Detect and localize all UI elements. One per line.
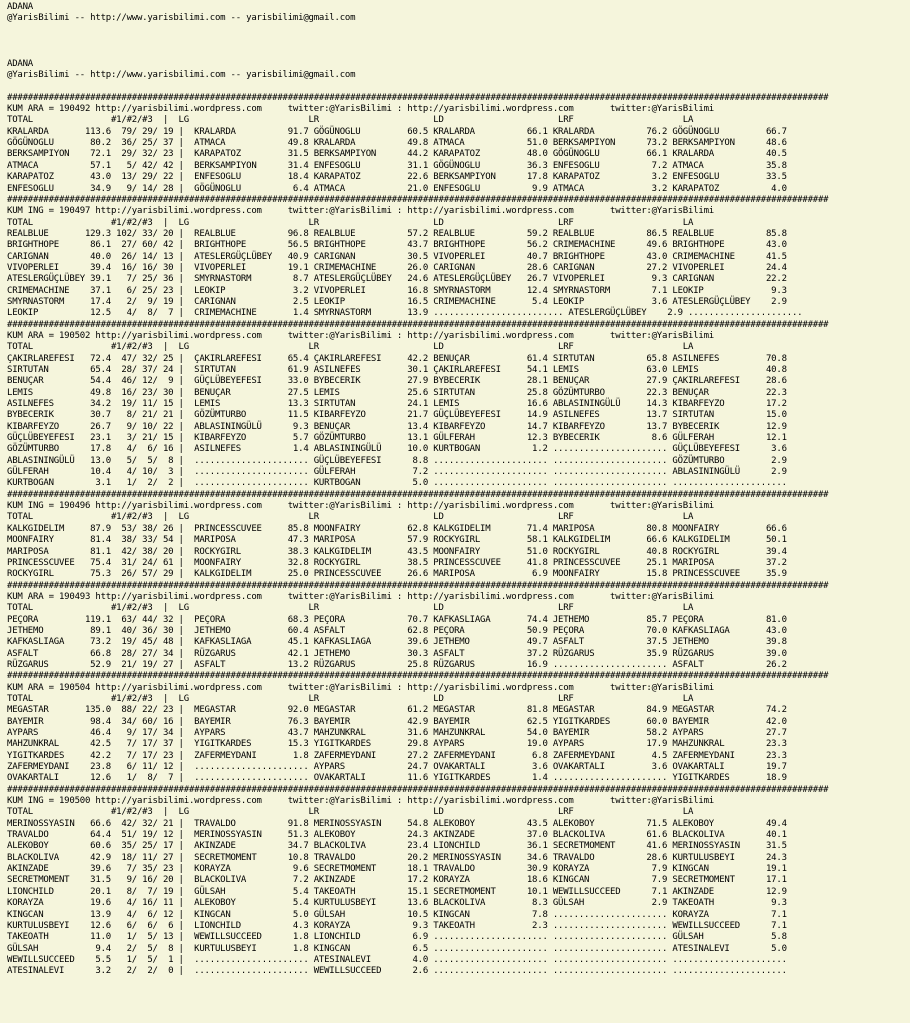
horse-row: SMYRNASTORM 17.4 2/ 9/ 19 | CARIGNAN 2.5 LEOKIP 16.5 CRIMEMACHINE 5.4 LEOKIP 3.6 ATESLERGÜÇLÜBEY 2.9	[7, 296, 787, 307]
horse-row: ATMACA 57.1 5/ 42/ 42 | BERKSAMPIYON 31.4 ENFESOGLU 31.1 GÖGÜNOGLU 36.3 ENFESOGLU 7.2 ATMACA 35.8	[7, 160, 787, 171]
horse-row: MARIPOSA 81.1 42/ 38/ 20 | ROCKYGIRL 38.3 KALKGIDELIM 43.5 MOONFAIRY 51.0 ROCKYGIRL 40.8 ROCKYGIRL 39.4	[7, 546, 787, 557]
horse-row: JETHEMO 89.1 40/ 36/ 30 | JETHEMO 60.4 ASFALT 62.8 PEÇORA 50.9 PEÇORA 70.0 KAFKASLIAGA 43.0	[7, 625, 787, 636]
blank-line	[7, 47, 910, 58]
horse-row: KARAPATOZ 43.0 13/ 29/ 22 | ENFESOGLU 18.4 KARAPATOZ 22.6 BERKSAMPIYON 17.8 KARAPATOZ 3.2 ENFESOGLU 33.5	[7, 172, 787, 183]
horse-row: MEGASTAR 135.0 88/ 22/ 23 | MEGASTAR 92.0 MEGASTAR 61.2 MEGASTAR 81.8 MEGASTAR 84.9 MEGASTAR 74.2	[7, 705, 787, 716]
horse-row: TAKEOATH 11.0 1/ 5/ 13 | WEWILLSUCCEED 1.8 LIONCHILD 6.9 ...................... ...................... GÜLSAH 5.8	[7, 932, 787, 943]
race-header: KUM ING = 190497 http://yarisbilimi.wordpress.com twitter:@YarisBilimi : http://yarisbilimi.wordpress.com twitter:@YarisBilimi	[7, 206, 714, 217]
horse-row: ATESLERGÜÇLÜBEY 39.1 7/ 25/ 36 | SMYRNASTORM 8.7 ATESLERGÜÇLÜBEY 24.6 ATESLERGÜÇLÜBEY 26.7 VIVOPERLEI 9.3 CARIGNAN 22.2	[7, 274, 787, 285]
race-header: KUM ARA = 190504 http://yarisbilimi.wordpress.com twitter:@YarisBilimi : http://yarisbilimi.wordpress.com twitter:@YarisBilimi	[7, 682, 714, 693]
column-header: TOTAL #1/#2/#3 | LG LR LD LRF LA	[7, 807, 694, 818]
horse-row: GÜLFERAH 10.4 4/ 10/ 3 | ...................... GÜLFERAH 7.2 ...................... ...................... ABLASININGÜLÜ 2.9	[7, 467, 787, 478]
horse-row: LEMIS 49.8 16/ 23/ 30 | BENUÇAR 27.5 LEMIS 25.6 SIRTUTAN 25.8 GÖZÜMTURBO 22.3 BENUÇAR 22.3	[7, 387, 787, 398]
horse-row: ROCKYGIRL 75.3 26/ 57/ 29 | KALKGIDELIM 25.0 PRINCESSCUVEE 26.6 MARIPOSA 6.9 MOONFAIRY 15.8 PRINCESSCUVEE 35.9	[7, 569, 787, 580]
horse-row: LEOKIP 12.5 4/ 8/ 7 | CRIMEMACHINE 1.4 SMYRNASTORM 13.9 ......................... ATESLERGÜÇLÜBEY 2.9 ......................	[7, 308, 803, 319]
horse-row: KORAYZA 19.6 4/ 16/ 11 | ALEKOBOY 5.4 KURTULUSBEYI 13.6 BLACKOLIVA 8.3 GÜLSAH 2.9 TAKEOATH 9.3	[7, 898, 787, 909]
section-divider: ##############################################################################################################################################################	[7, 92, 829, 103]
column-header: TOTAL #1/#2/#3 | LG LR LD LRF LA	[7, 115, 694, 126]
contact-line: @YarisBilimi -- http://www.yarisbilimi.com -- yarisbilimi@gmail.com	[7, 70, 356, 81]
horse-row: ABLASININGÜLÜ 13.0 5/ 5/ 8 | ...................... GÜÇLÜBEYEFESI 8.8 ...................... ...................... GÖZÜMTURBO 2.9	[7, 455, 787, 466]
horse-row: ASFALT 66.8 28/ 27/ 34 | RÜZGARUS 42.1 JETHEMO 30.3 ASFALT 37.2 RÜZGARUS 35.9 RÜZGARUS 39.0	[7, 648, 787, 659]
horse-row: CRIMEMACHINE 37.1 6/ 25/ 23 | LEOKIP 3.2 VIVOPERLEI 16.8 SMYRNASTORM 12.4 SMYRNASTORM 7.1 LEOKIP 9.3	[7, 285, 787, 296]
race-header: KUM ARA = 190493 http://yarisbilimi.wordpress.com twitter:@YarisBilimi : http://yarisbilimi.wordpress.com twitter:@YarisBilimi	[7, 591, 714, 602]
horse-row: KURTBOGAN 3.1 1/ 2/ 2 | ...................... KURTBOGAN 5.0 ...................... ...................... ......................	[7, 478, 787, 489]
section-divider: ##############################################################################################################################################################	[7, 319, 829, 330]
horse-row: KALKGIDELIM 87.9 53/ 38/ 26 | PRINCESSCUVEE 85.8 MOONFAIRY 62.8 KALKGIDELIM 71.4 MARIPOSA 80.8 MOONFAIRY 66.6	[7, 523, 787, 534]
horse-row: ÇAKIRLAREFESI 72.4 47/ 32/ 25 | ÇAKIRLAREFESI 65.4 ÇAKIRLAREFESI 42.2 BENUÇAR 61.4 SIRTUTAN 65.8 ASILNEFES 70.8	[7, 353, 787, 364]
horse-row: MOONFAIRY 81.4 38/ 33/ 54 | MARIPOSA 47.3 MARIPOSA 57.9 ROCKYGIRL 58.1 KALKGIDELIM 66.6 KALKGIDELIM 50.1	[7, 535, 787, 546]
horse-row: TRAVALDO 64.4 51/ 19/ 12 | MERINOSSYASIN 51.3 ALEKOBOY 24.3 AKINZADE 37.0 BLACKOLIVA 61.6 BLACKOLIVA 40.1	[7, 830, 787, 841]
city-title: ADANA	[7, 58, 33, 69]
horse-row: YIGITKARDES 42.2 7/ 17/ 23 | ZAFERMEYDANI 1.8 ZAFERMEYDANI 27.2 ZAFERMEYDANI 6.8 ZAFERMEYDANI 4.5 ZAFERMEYDANI 23.3	[7, 750, 787, 761]
blank-line	[7, 81, 910, 92]
horse-row: AKINZADE 39.6 7/ 35/ 23 | KORAYZA 9.6 SECRETMOMENT 18.1 TRAVALDO 30.9 KORAYZA 7.9 KINGCAN 19.1	[7, 864, 787, 875]
horse-row: SECRETMOMENT 31.5 9/ 16/ 20 | BLACKOLIVA 7.2 AKINZADE 17.2 KORAYZA 18.6 KINGCAN 7.9 SECRETMOMENT 17.1	[7, 875, 787, 886]
horse-row: GÖZÜMTURBO 17.8 4/ 6/ 16 | ASILNEFES 1.4 ABLASININGÜLÜ 10.0 KURTBOGAN 1.2 ...................... GÜÇLÜBEYEFESI 3.6	[7, 444, 787, 455]
column-header: TOTAL #1/#2/#3 | LG LR LD LRF LA	[7, 217, 694, 228]
column-header: TOTAL #1/#2/#3 | LG LR LD LRF LA	[7, 512, 694, 523]
horse-row: PEÇORA 119.1 63/ 44/ 32 | PEÇORA 68.3 PEÇORA 70.7 KAFKASLIAGA 74.4 JETHEMO 85.7 PEÇORA 81.0	[7, 614, 787, 625]
horse-row: RÜZGARUS 52.9 21/ 19/ 27 | ASFALT 13.2 RÜZGARUS 25.8 RÜZGARUS 16.9 ...................... ASFALT 26.2	[7, 659, 787, 670]
horse-row: KINGCAN 13.9 4/ 6/ 12 | KINGCAN 5.0 GÜLSAH 10.5 KINGCAN 7.8 ...................... KORAYZA 7.1	[7, 909, 787, 920]
horse-row: ALEKOBOY 60.6 35/ 25/ 17 | AKINZADE 34.7 BLACKOLIVA 23.4 LIONCHILD 36.1 SECRETMOMENT 41.6 MERINOSSYASIN 31.5	[7, 841, 787, 852]
horse-row: ENFESOGLU 34.9 9/ 14/ 28 | GÖGÜNOGLU 6.4 ATMACA 21.0 ENFESOGLU 9.9 ATMACA 3.2 KARAPATOZ 4.0	[7, 183, 787, 194]
blank-line	[7, 25, 910, 36]
race-header: KUM ARA = 190502 http://yarisbilimi.wordpress.com twitter:@YarisBilimi : http://yarisbilimi.wordpress.com twitter:@YarisBilimi	[7, 330, 714, 341]
horse-row: GÜÇLÜBEYEFESI 23.1 3/ 21/ 15 | KIBARFEYZO 5.7 GÖZÜMTURBO 13.1 GÜLFERAH 12.3 BYBECERIK 8.6 GÜLFERAH 12.1	[7, 433, 787, 444]
section-divider: ##############################################################################################################################################################	[7, 194, 829, 205]
horse-row: BAYEMIR 98.4 34/ 60/ 16 | BAYEMIR 76.3 BAYEMIR 42.9 BAYEMIR 62.5 YIGITKARDES 60.0 BAYEMIR 42.0	[7, 716, 787, 727]
horse-row: AYPARS 46.4 9/ 17/ 34 | AYPARS 43.7 MAHZUNKRAL 31.6 MAHZUNKRAL 54.0 BAYEMIR 58.2 AYPARS 27.7	[7, 728, 787, 738]
horse-row: BENUÇAR 54.4 46/ 12/ 9 | GÜÇLÜBEYEFESI 33.0 BYBECERIK 27.9 BYBECERIK 28.1 BENUÇAR 27.9 ÇAKIRLAREFESI 28.6	[7, 376, 787, 387]
horse-row: BRIGHTHOPE 86.1 27/ 60/ 42 | BRIGHTHOPE 56.5 BRIGHTHOPE 43.7 BRIGHTHOPE 56.2 CRIMEMACHINE 49.6 BRIGHTHOPE 43.0	[7, 240, 787, 251]
horse-row: WEWILLSUCCEED 5.5 1/ 5/ 1 | ...................... ATESINALEVI 4.0 ...................... ...................... ......................	[7, 954, 787, 965]
horse-row: ASILNEFES 34.2 19/ 11/ 15 | LEMIS 13.3 SIRTUTAN 24.1 LEMIS 16.6 ABLASININGÜLÜ 14.3 KIBARFEYZO 17.2	[7, 399, 787, 410]
horse-row: PRINCESSCUVEE 75.4 31/ 24/ 61 | MOONFAIRY 32.8 ROCKYGIRL 38.5 PRINCESSCUVEE 41.8 PRINCESSCUVEE 25.1 MARIPOSA 37.2	[7, 557, 787, 568]
horse-row: BERKSAMPIYON 72.1 29/ 32/ 23 | KARAPATOZ 31.5 BERKSAMPIYON 44.2 KARAPATOZ 48.0 GÖGÜNOGLU 66.1 KRALARDA 40.5	[7, 149, 787, 160]
horse-row: KURTULUSBEYI 12.6 6/ 6/ 6 | LIONCHILD 4.3 KORAYZA 9.3 TAKEOATH 2.3 ...................... WEWILLSUCCEED 7.1	[7, 920, 787, 931]
section-divider: ##############################################################################################################################################################	[7, 580, 829, 591]
horse-row: CARIGNAN 40.0 26/ 14/ 13 | ATESLERGÜÇLÜBEY 40.9 CARIGNAN 30.5 VIVOPERLEI 40.7 BRIGHTHOPE 43.0 CRIMEMACHINE 41.5	[7, 251, 787, 262]
section-divider: ##############################################################################################################################################################	[7, 489, 829, 500]
horse-row: KAFKASLIAGA 73.2 19/ 45/ 48 | KAFKASLIAGA 45.1 KAFKASLIAGA 39.6 JETHEMO 49.7 ASFALT 37.5 JETHEMO 39.8	[7, 637, 787, 648]
race-header: KUM ARA = 190492 http://yarisbilimi.wordpress.com twitter:@YarisBilimi : http://yarisbilimi.wordpress.com twitter:@YarisBilimi	[7, 104, 714, 115]
race-header: KUM ING = 190500 http://yarisbilimi.wordpress.com twitter:@YarisBilimi : http://yarisbilimi.wordpress.com twitter:@YarisBilimi	[7, 796, 714, 807]
horse-row: KIBARFEYZO 26.7 9/ 10/ 22 | ABLASININGÜLÜ 9.3 BENUÇAR 13.4 KIBARFEYZO 14.7 KIBARFEYZO 13.7 BYBECERIK 12.9	[7, 421, 787, 432]
horse-row: VIVOPERLEI 39.4 16/ 16/ 30 | VIVOPERLEI 19.1 CRIMEMACHINE 26.0 CARIGNAN 28.6 CARIGNAN 27.2 VIVOPERLEI 24.4	[7, 262, 787, 273]
horse-row: REALBLUE 129.3 102/ 33/ 20 | REALBLUE 96.8 REALBLUE 57.2 REALBLUE 59.2 REALBLUE 86.5 REALBLUE 85.8	[7, 228, 787, 239]
horse-row: SIRTUTAN 65.4 28/ 37/ 24 | SIRTUTAN 61.9 ASILNEFES 30.1 ÇAKIRLAREFESI 54.1 LEMIS 63.0 LEMIS 40.8	[7, 365, 787, 375]
horse-row: ATESINALEVI 3.2 2/ 2/ 0 | ...................... WEWILLSUCCEED 2.6 ...................... ...................... ......................	[7, 966, 787, 977]
horse-row: LIONCHILD 20.1 8/ 7/ 19 | GÜLSAH 5.4 TAKEOATH 15.1 SECRETMOMENT 10.1 WEWILLSUCCEED 7.1 AKINZADE 12.9	[7, 886, 787, 897]
blank-line	[7, 36, 910, 47]
city-title: ADANA	[7, 2, 33, 12]
horse-row: BLACKOLIVA 42.9 18/ 11/ 27 | SECRETMOMENT 10.8 TRAVALDO 20.2 MERINOSSYASIN 34.6 TRAVALDO 28.6 KURTULUSBEYI 24.3	[7, 852, 787, 863]
horse-row: MERINOSSYASIN 66.6 42/ 32/ 21 | TRAVALDO 91.8 MERINOSSYASIN 54.8 ALEKOBOY 43.5 ALEKOBOY 71.5 ALEKOBOY 49.4	[7, 818, 787, 829]
column-header: TOTAL #1/#2/#3 | LG LR LD LRF LA	[7, 693, 694, 704]
section-divider: ##############################################################################################################################################################	[7, 784, 829, 795]
section-divider: ##############################################################################################################################################################	[7, 671, 829, 682]
horse-row: ZAFERMEYDANI 23.8 6/ 11/ 12 | ...................... AYPARS 24.7 OVAKARTALI 3.6 OVAKARTALI 3.6 OVAKARTALI 19.7	[7, 762, 787, 773]
column-header: TOTAL #1/#2/#3 | LG LR LD LRF LA	[7, 603, 694, 614]
contact-line: @YarisBilimi -- http://www.yarisbilimi.com -- yarisbilimi@gmail.com	[7, 13, 356, 24]
horse-row: MAHZUNKRAL 42.5 7/ 17/ 37 | YIGITKARDES 15.3 YIGITKARDES 29.8 AYPARS 19.0 AYPARS 17.9 MAHZUNKRAL 23.3	[7, 739, 787, 750]
column-header: TOTAL #1/#2/#3 | LG LR LD LRF LA	[7, 342, 694, 353]
horse-row: GÜLSAH 9.4 2/ 5/ 8 | KURTULUSBEYI 1.8 KINGCAN 6.5 ...................... ...................... ATESINALEVI 5.0	[7, 943, 787, 954]
horse-row: GÖGÜNOGLU 80.2 36/ 25/ 37 | ATMACA 49.8 KRALARDA 49.8 ATMACA 51.0 BERKSAMPIYON 73.2 BERKSAMPIYON 48.6	[7, 138, 787, 149]
horse-row: BYBECERIK 30.7 8/ 21/ 21 | GÖZÜMTURBO 11.5 KIBARFEYZO 21.7 GÜÇLÜBEYEFESI 14.9 ASILNEFES 13.7 SIRTUTAN 15.0	[7, 410, 787, 421]
race-header: KUM ING = 190496 http://yarisbilimi.wordpress.com twitter:@YarisBilimi : http://yarisbilimi.wordpress.com twitter:@YarisBilimi	[7, 501, 714, 512]
horse-row: OVAKARTALI 12.6 1/ 8/ 7 | ...................... OVAKARTALI 11.6 YIGITKARDES 1.4 ...................... YIGITKARDES 18.9	[7, 773, 787, 784]
horse-row: KRALARDA 113.6 79/ 29/ 19 | KRALARDA 91.7 GÖGÜNOGLU 60.5 KRALARDA 66.1 KRALARDA 76.2 GÖGÜNOGLU 66.7	[7, 126, 787, 137]
